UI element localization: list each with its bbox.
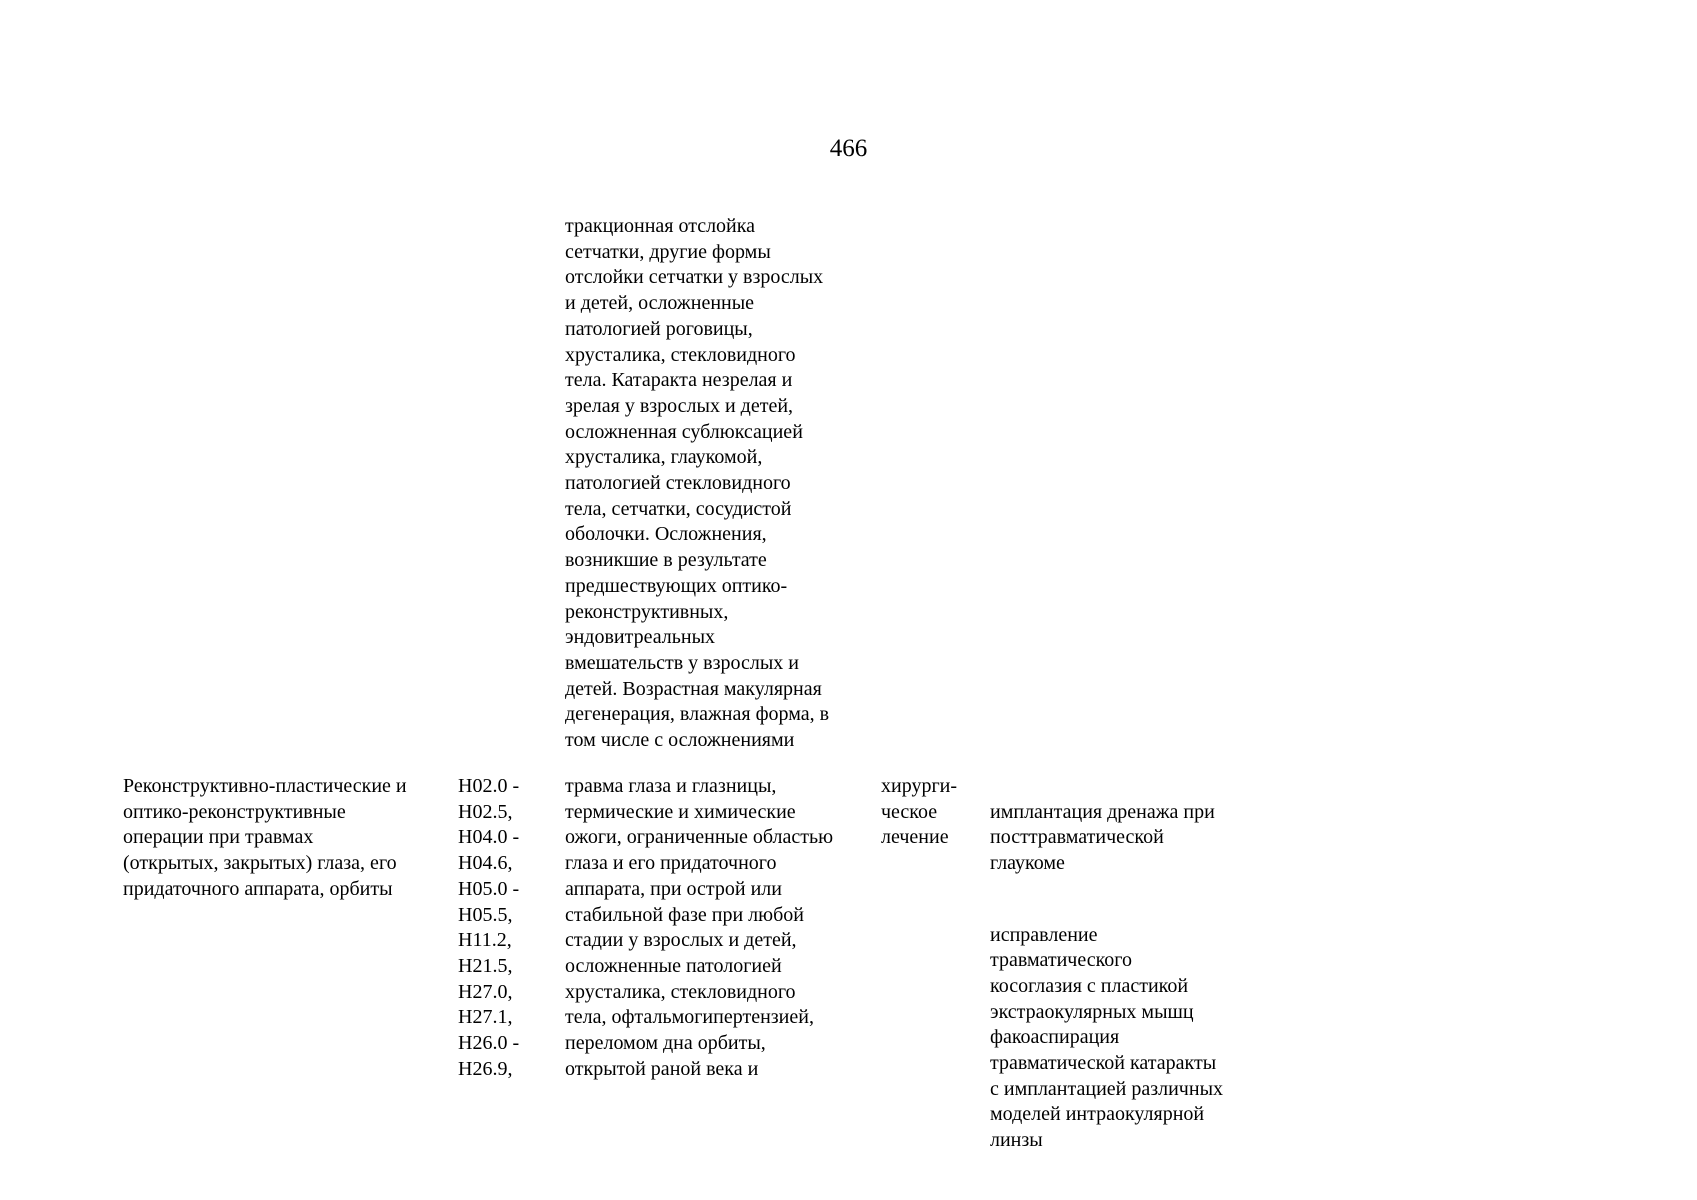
treatment-methods-cell [990, 774, 1290, 1180]
continued-description-cell: тракционная отслойка сетчатки, другие формы отслойки сетчатки у взрослых и детей, осложненные патологией роговицы, хрусталика, стекловидного тела. Катаракта незрелая и зрелая у взрослых и детей, осложненная сублюксацией хрусталика, глаукомой, патологией стекловидного тела, сетчатки, сосудистой оболочки. Осложнения, возникшие в результате предшествующих оптико- реконструктивных, эндовитреальных вмешательств у взрослых и детей. Возрастная макулярная дегенерация, влажная форма, в том числе с осложнениями [565, 215, 830, 752]
intervention-name-cell: Реконструктивно-пластические и оптико-реконструктивные операции при травмах (открытых, закрытых) глаза, его придаточного аппарата, орбиты [123, 775, 407, 900]
treatment-method-item: имплантация дренажа при посттравматической глаукоме [990, 800, 1215, 875]
icd-codes-cell: H02.0 - H02.5, H04.0 - H04.6, H05.0 - H05.5, H11.2, H21.5, H27.0, H27.1, H26.0 - H26.9, [458, 775, 520, 1080]
diagnosis-description-cell: травма глаза и глазницы, термические и химические ожоги, ограниченные областью глаза и его придаточного аппарата, при острой или стабильной фазе при любой стадии у взрослых и детей, осложненные патологией хрусталика, стекловидного тела, офтальмогипертензией, переломом дна орбиты, открытой раной века и [565, 775, 834, 1080]
treatment-method-item: исправление травматического косоглазия с пластикой экстраокулярных мышц факоаспирация травматической катаракты с имплантацией различных моделей интраокулярной линзы [990, 923, 1224, 1152]
treatment-type-cell: хирурги- ческое лечение [881, 775, 958, 849]
page-number: 466 [829, 135, 868, 162]
